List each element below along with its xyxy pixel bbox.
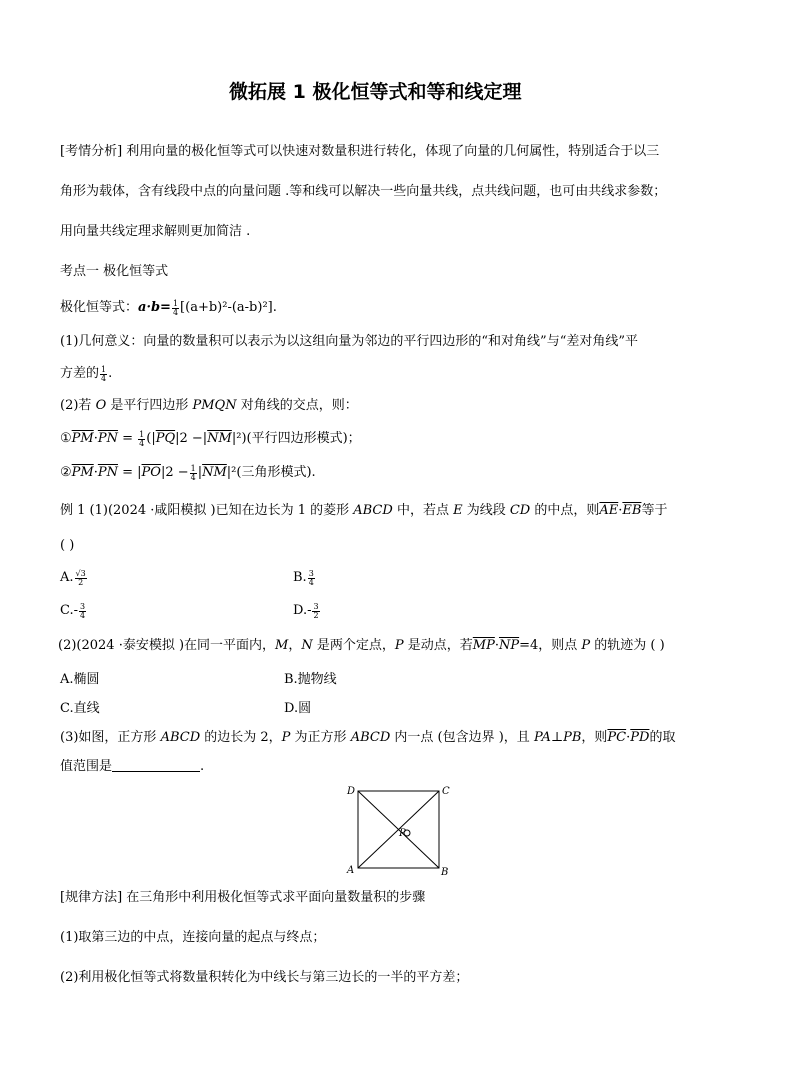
- square-figure: [340, 780, 460, 880]
- label-b: B: [441, 867, 449, 878]
- formula-parallelogram: [60, 431, 361, 448]
- vector-pq: $\overline{PQ}$: [155, 431, 176, 446]
- f2-tail: |²(三角形模式).: [226, 465, 316, 480]
- method-title: [规律方法] 在三角形中利用极化恒等式求平面向量数量积的步骤: [60, 890, 426, 905]
- point-n: N: [301, 638, 313, 653]
- option-fraction: [79, 603, 86, 620]
- vector-mp: $\overline{MP}$: [472, 638, 495, 653]
- label-c: C: [442, 786, 450, 797]
- f1-bracket: (|: [146, 431, 156, 446]
- frac-den: 4: [172, 308, 179, 317]
- intro-line-2: 角形为载体，含有线段中点的向量问题 .等和线可以解决一些向量共线，点共线问题，也可由共线求参数；: [60, 184, 667, 199]
- ex3-mid: 的边长为 2，: [200, 730, 282, 745]
- item2-mid: 是平行四边形: [106, 398, 193, 413]
- frac-den: 2: [78, 578, 84, 587]
- item-2: [60, 398, 358, 414]
- frac-num: 1: [172, 299, 179, 308]
- ex1-answer-paren: ( ): [60, 538, 75, 553]
- frac-den: 2: [313, 611, 319, 620]
- f1-minus: |2 −|: [175, 431, 208, 446]
- equals: = |: [117, 465, 142, 480]
- intro-line-3: 用向量共线定理求解则更加简洁 .: [60, 224, 251, 239]
- ex1-lead: 例 1 (1)(2024 ·咸阳模拟 )已知在边长为 1 的菱形: [60, 503, 354, 518]
- ex3-line-2: [60, 759, 204, 775]
- ex2-mid: 是两个定点，: [312, 638, 395, 653]
- frac-num: 1: [190, 464, 196, 473]
- option-fraction: [308, 570, 315, 587]
- meaning-fraction: [100, 366, 107, 383]
- vector-nm: $\overline{NM}$: [207, 431, 232, 446]
- option-fraction: [75, 570, 87, 587]
- vector-ae: $\overline{AE}$: [599, 503, 619, 518]
- vector-np: $\overline{NP}$: [498, 638, 520, 653]
- point-e: E: [453, 503, 463, 518]
- formula-triangle: [60, 465, 316, 482]
- method-step-2: (2)利用极化恒等式将数量积转化为中线长与第三边长的一半的平方差；: [60, 970, 469, 985]
- parallelogram-name: PMQN: [192, 398, 237, 413]
- point-m: M: [275, 638, 289, 653]
- point-p: P: [394, 638, 404, 653]
- ex2-option-b[interactable]: B.抛物线: [284, 672, 337, 687]
- ex1-option-c[interactable]: [60, 603, 87, 620]
- meaning-line-1: (1)几何意义：向量的数量积可以表示为以这组向量为邻边的平行四边形的“和对角线”与“差对角线”平: [60, 334, 638, 349]
- ex3-mid3: 内一点 (包含边界 )，且: [390, 730, 534, 745]
- polarization-identity: [60, 300, 277, 317]
- ex1-option-a[interactable]: [60, 570, 88, 587]
- vector-po: $\overline{PO}$: [141, 465, 161, 480]
- square-name: ABCD: [160, 730, 201, 745]
- f2-label: ②: [60, 465, 72, 480]
- f1-tail: |²)(平行四边形模式)；: [231, 431, 361, 446]
- vector-nm: $\overline{NM}$: [202, 465, 227, 480]
- frac-den: 4: [101, 374, 107, 383]
- rhombus-name: ABCD: [353, 503, 393, 518]
- example-2-question: [58, 638, 665, 654]
- segment-cd: CD: [509, 503, 531, 518]
- ex3-line2-text: 值范围是: [60, 759, 113, 774]
- frac-den: 4: [308, 578, 314, 587]
- dot: ·: [93, 465, 98, 480]
- label-p: P: [399, 828, 406, 839]
- method-step-1: (1)取第三边的中点，连接向量的起点与终点；: [60, 930, 326, 945]
- f2-fraction: [190, 465, 197, 482]
- label-a: A: [347, 865, 355, 876]
- perpendicular-condition: PA⊥PB: [533, 730, 582, 745]
- comma: ，: [288, 638, 302, 653]
- ex3-lead: (3)如图，正方形: [60, 730, 161, 745]
- frac-num: 1: [101, 365, 107, 374]
- point-o: O: [95, 398, 107, 413]
- identity-lhs: a·b=: [138, 300, 171, 315]
- ex2-option-c[interactable]: C.直线: [60, 701, 100, 716]
- ex2-option-d[interactable]: D.圆: [284, 701, 312, 716]
- vector-eb: $\overline{EB}$: [622, 503, 642, 518]
- ex2-tail2: 的轨迹为 ( ): [590, 638, 665, 653]
- vector-pc: $\overline{PC}$: [607, 730, 627, 745]
- ex2-tail: =4，则点: [519, 638, 582, 653]
- ex1-mid2: 为线段: [462, 503, 510, 518]
- frac-den: 4: [139, 439, 145, 448]
- example-3-question: [60, 730, 675, 746]
- identity-lead: 极化恒等式：: [60, 300, 139, 315]
- dot: ·: [93, 431, 98, 446]
- frac-num: 3: [308, 569, 314, 578]
- identity-fraction: [172, 300, 179, 317]
- vector-pm: $\overline{PM}$: [71, 465, 94, 480]
- equals: =: [117, 431, 138, 446]
- ex3-end: .: [200, 759, 205, 774]
- frac-num: 1: [139, 430, 145, 439]
- frac-den: 4: [80, 611, 86, 620]
- ex1-mid3: 的中点，则: [530, 503, 600, 518]
- ex2-option-a[interactable]: A.椭圆: [60, 672, 100, 687]
- item2-tail: 对角线的交点，则：: [236, 398, 358, 413]
- example-1-question: [60, 503, 667, 519]
- meaning-line-2: [60, 366, 112, 383]
- square-name: ABCD: [350, 730, 391, 745]
- dot: ·: [626, 730, 631, 745]
- intro-line-1: [考情分析] 利用向量的极化恒等式可以快速对数量积进行转化，体现了向量的几何属性，特别适合于以三: [60, 144, 660, 159]
- identity-rhs: [(a+b)²-(a-b)²].: [180, 300, 277, 315]
- vector-pn: $\overline{PN}$: [97, 465, 118, 480]
- f1-label: ①: [60, 431, 72, 446]
- item2-lead: (2)若: [60, 398, 96, 413]
- frac-den: 4: [190, 473, 196, 482]
- option-label: D.-: [293, 603, 312, 618]
- option-label: A.: [60, 570, 74, 585]
- ex1-option-b[interactable]: [293, 570, 316, 587]
- f2-bar: |: [197, 465, 203, 480]
- dot: ·: [618, 503, 623, 518]
- option-label: B.: [293, 570, 307, 585]
- ex2-lead: (2)(2024 ·泰安模拟 )在同一平面内，: [58, 638, 276, 653]
- meaning-text: 方差的: [60, 366, 100, 381]
- answer-blank[interactable]: [112, 759, 200, 772]
- f2-minus: |2 −: [160, 465, 189, 480]
- ex3-mid4: ，则: [581, 730, 608, 745]
- ex3-mid2: 为正方形: [290, 730, 351, 745]
- frac-num: 3: [80, 602, 86, 611]
- dot: ·: [494, 638, 499, 653]
- frac-num: 3: [313, 602, 319, 611]
- ex3-tail: 的取: [649, 730, 676, 745]
- option-fraction: [312, 603, 319, 620]
- f1-fraction: [138, 431, 145, 448]
- label-d: D: [347, 786, 356, 797]
- vector-pm: $\overline{PM}$: [71, 431, 94, 446]
- ex2-mid2: 是动点，若: [403, 638, 473, 653]
- meaning-end: .: [108, 366, 113, 381]
- vector-pn: $\overline{PN}$: [97, 431, 118, 446]
- vector-pd: $\overline{PD}$: [630, 730, 650, 745]
- section-heading: 考点一 极化恒等式: [60, 264, 169, 279]
- ex1-tail: 等于: [641, 503, 668, 518]
- page-title: 微拓展 1 极化恒等式和等和线定理: [229, 81, 522, 103]
- ex1-mid: 中，若点: [392, 503, 454, 518]
- point-p: P: [281, 730, 291, 745]
- frac-num: √3: [75, 569, 86, 578]
- point-p: P: [581, 638, 591, 653]
- option-label: C.-: [60, 603, 79, 618]
- ex1-option-d[interactable]: [293, 603, 321, 620]
